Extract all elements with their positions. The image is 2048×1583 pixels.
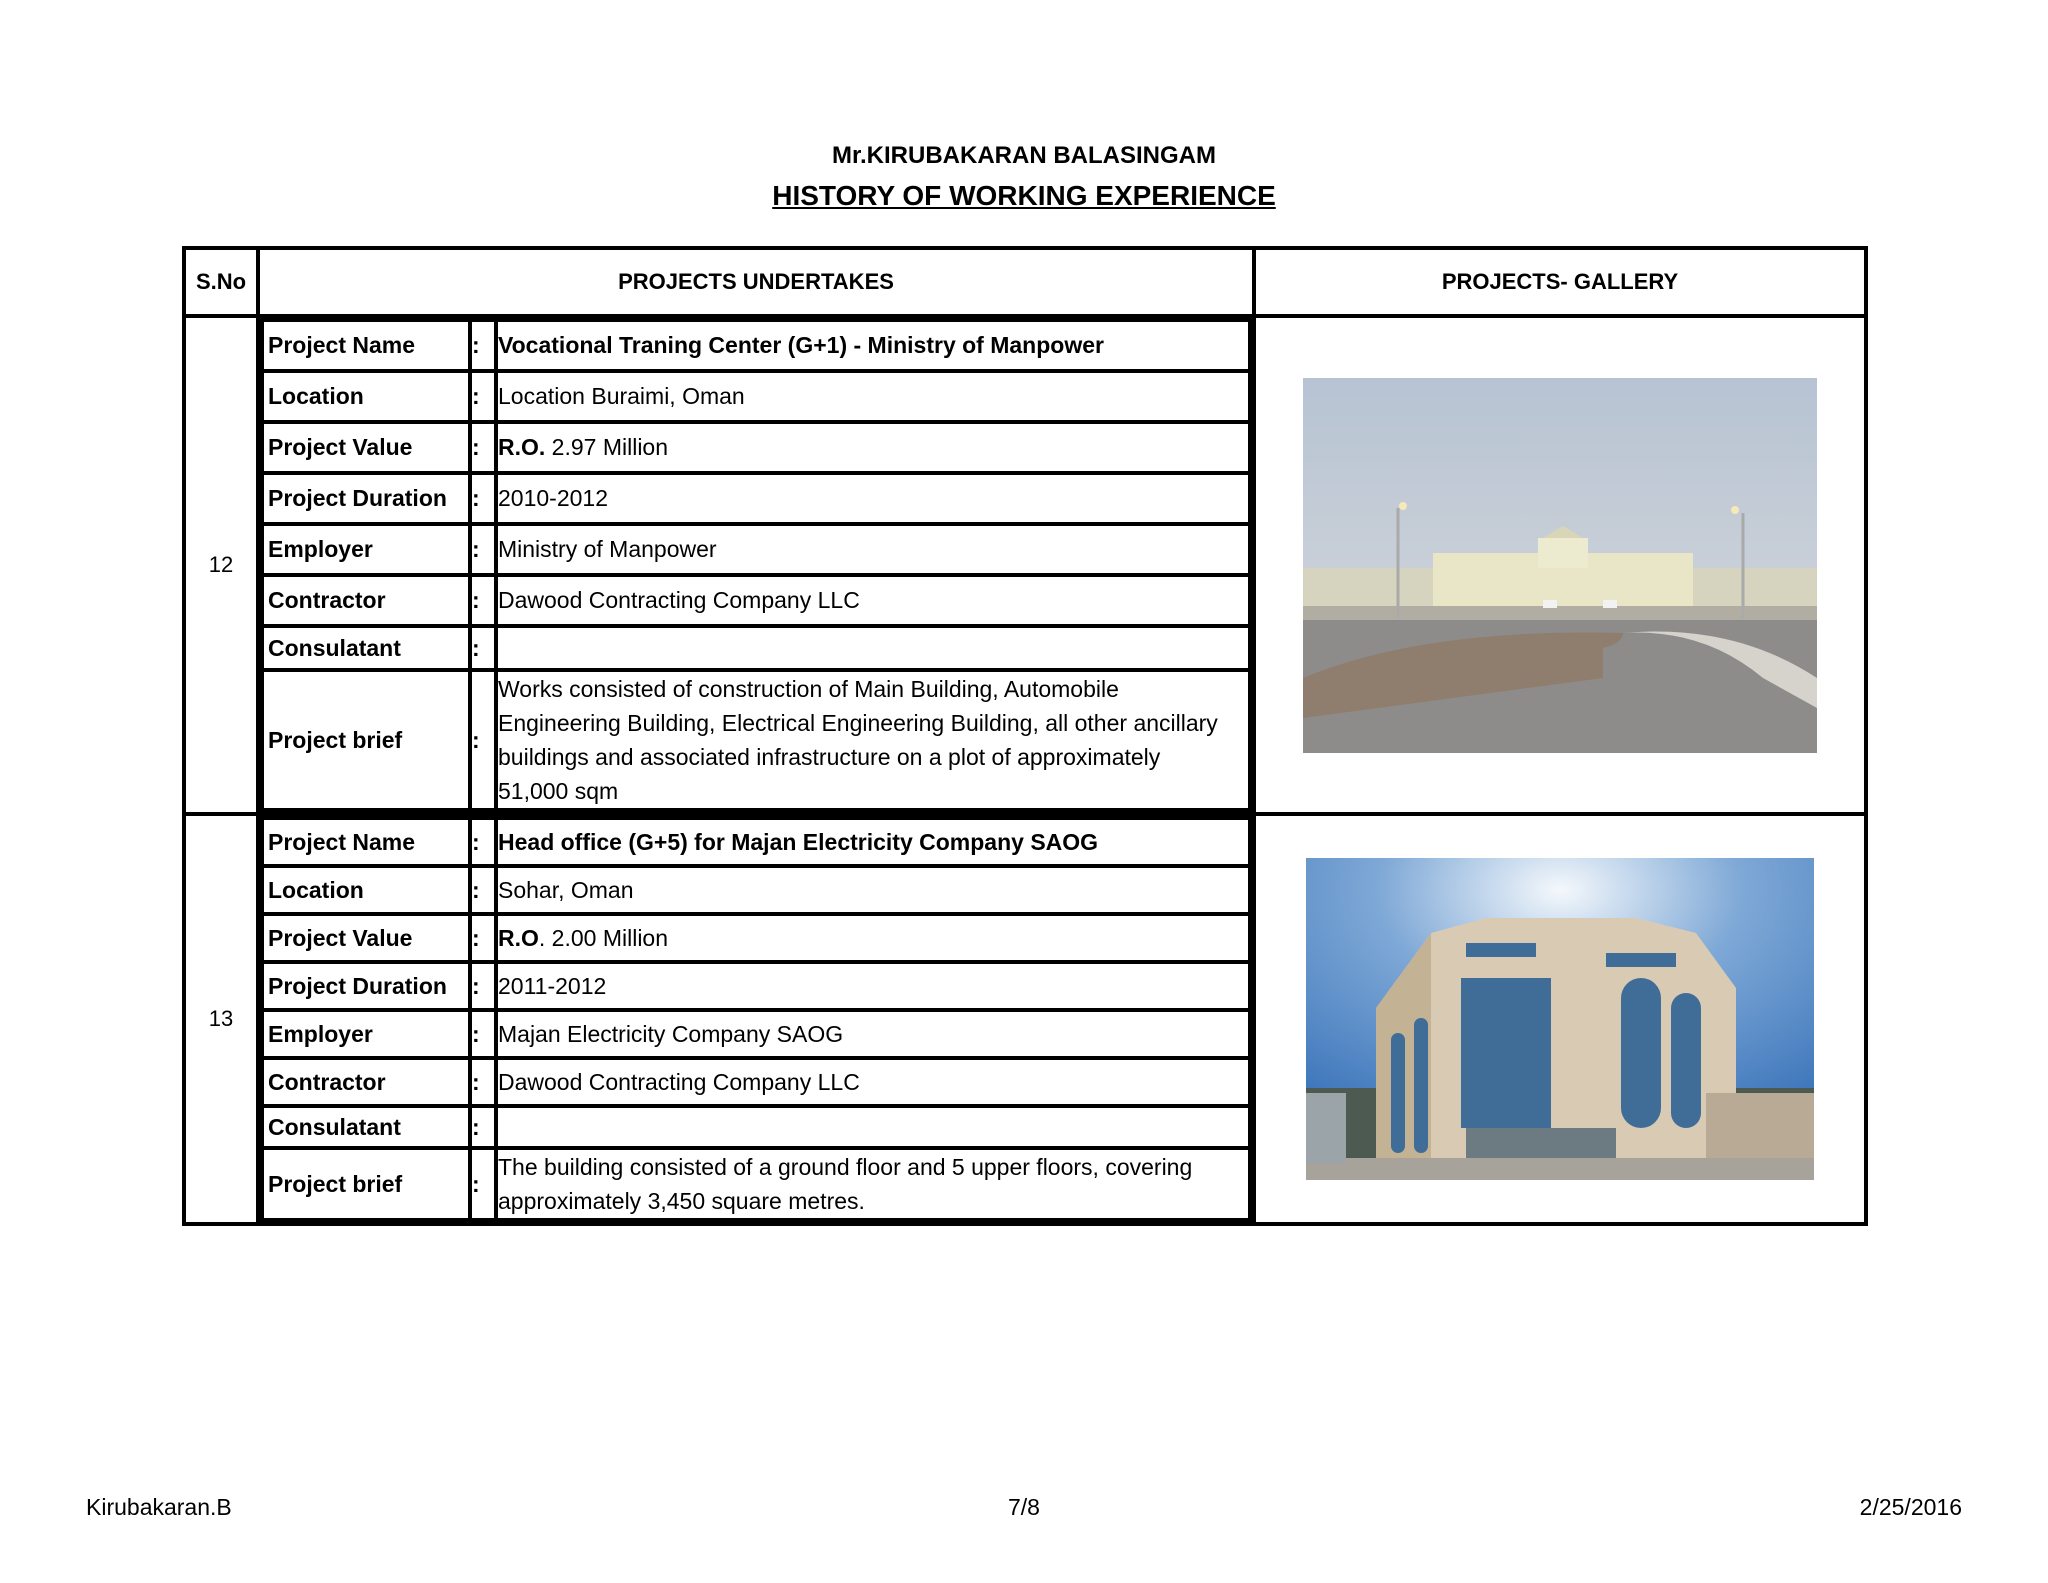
project-value <box>496 422 1250 473</box>
label-project-name: Project Name <box>262 320 470 371</box>
colon: : <box>470 575 496 626</box>
label-project-value: Project Value <box>262 422 470 473</box>
label-project-brief: Project brief <box>262 670 470 810</box>
footer-date: 2/25/2016 <box>1859 1494 1962 1520</box>
colon: : <box>470 914 496 962</box>
colon: : <box>470 626 496 670</box>
colon: : <box>470 1106 496 1148</box>
label-project-duration: Project Duration <box>262 473 470 524</box>
colon: : <box>470 524 496 575</box>
experience-table <box>182 246 1868 1226</box>
table-row <box>184 316 1866 814</box>
serial-number: 13 <box>184 814 258 1224</box>
project-details <box>258 316 1254 814</box>
label-location: Location <box>262 866 470 914</box>
label-project-value: Project Value <box>262 914 470 962</box>
project-brief-value: The building consisted of a ground floor and 5 upper floors, covering approximately 3,450 square metres. <box>496 1148 1250 1220</box>
label-consultant: Consulatant <box>262 1106 470 1148</box>
serial-number: 12 <box>184 316 258 814</box>
employer-value: Ministry of Manpower <box>496 524 1250 575</box>
colon: : <box>470 818 496 866</box>
label-contractor: Contractor <box>262 575 470 626</box>
colon: : <box>470 371 496 422</box>
colon: : <box>470 1010 496 1058</box>
label-employer: Employer <box>262 1010 470 1058</box>
amount: . 2.00 Million <box>538 925 669 951</box>
colon: : <box>470 962 496 1010</box>
project-brief-value: Works consisted of construction of Main Building, Automobile Engineering Building, Electrical Engineering Building, all other ancillary buildings and associated infrastructure on a plot of approximately 51,000 sqm <box>496 670 1250 810</box>
label-project-brief: Project brief <box>262 1148 470 1220</box>
gallery-cell <box>1254 316 1866 814</box>
project-value <box>496 914 1250 962</box>
label-project-duration: Project Duration <box>262 962 470 1010</box>
header-gallery: PROJECTS- GALLERY <box>1254 248 1866 316</box>
header-sno: S.No <box>184 248 258 316</box>
currency-label: R.O <box>498 925 539 951</box>
consultant-value <box>496 626 1250 670</box>
colon: : <box>470 320 496 371</box>
colon: : <box>470 473 496 524</box>
gallery-cell <box>1254 814 1866 1224</box>
table-header-row <box>184 248 1866 316</box>
footer-author: Kirubakaran.B <box>86 1494 232 1520</box>
project-details <box>258 814 1254 1224</box>
label-consultant: Consulatant <box>262 626 470 670</box>
person-name: Mr.KIRUBAKARAN BALASINGAM <box>832 142 1216 169</box>
page-number: 7/8 <box>1008 1494 1040 1520</box>
location-value: Sohar, Oman <box>496 866 1250 914</box>
project-name-value: Vocational Traning Center (G+1) - Ministry of Manpower <box>496 320 1250 371</box>
label-contractor: Contractor <box>262 1058 470 1106</box>
contractor-value: Dawood Contracting Company LLC <box>496 1058 1250 1106</box>
label-employer: Employer <box>262 524 470 575</box>
vocational-center-photo <box>1303 378 1817 753</box>
label-project-name: Project Name <box>262 818 470 866</box>
colon: : <box>470 1148 496 1220</box>
project-name-value: Head office (G+5) for Majan Electricity Company SAOG <box>496 818 1250 866</box>
amount: 2.97 Million <box>545 434 669 460</box>
contractor-value: Dawood Contracting Company LLC <box>496 575 1250 626</box>
colon: : <box>470 670 496 810</box>
employer-value: Majan Electricity Company SAOG <box>496 1010 1250 1058</box>
table-row <box>184 814 1866 1224</box>
consultant-value <box>496 1106 1250 1148</box>
colon: : <box>470 422 496 473</box>
duration-value: 2011-2012 <box>496 962 1250 1010</box>
currency-label: R.O. <box>498 434 546 460</box>
duration-value: 2010-2012 <box>496 473 1250 524</box>
colon: : <box>470 1058 496 1106</box>
majan-head-office-photo <box>1306 858 1814 1180</box>
header-projects: PROJECTS UNDERTAKES <box>258 248 1254 316</box>
location-value: Location Buraimi, Oman <box>496 371 1250 422</box>
label-location: Location <box>262 371 470 422</box>
page-title: HISTORY OF WORKING EXPERIENCE <box>772 180 1276 211</box>
colon: : <box>470 866 496 914</box>
